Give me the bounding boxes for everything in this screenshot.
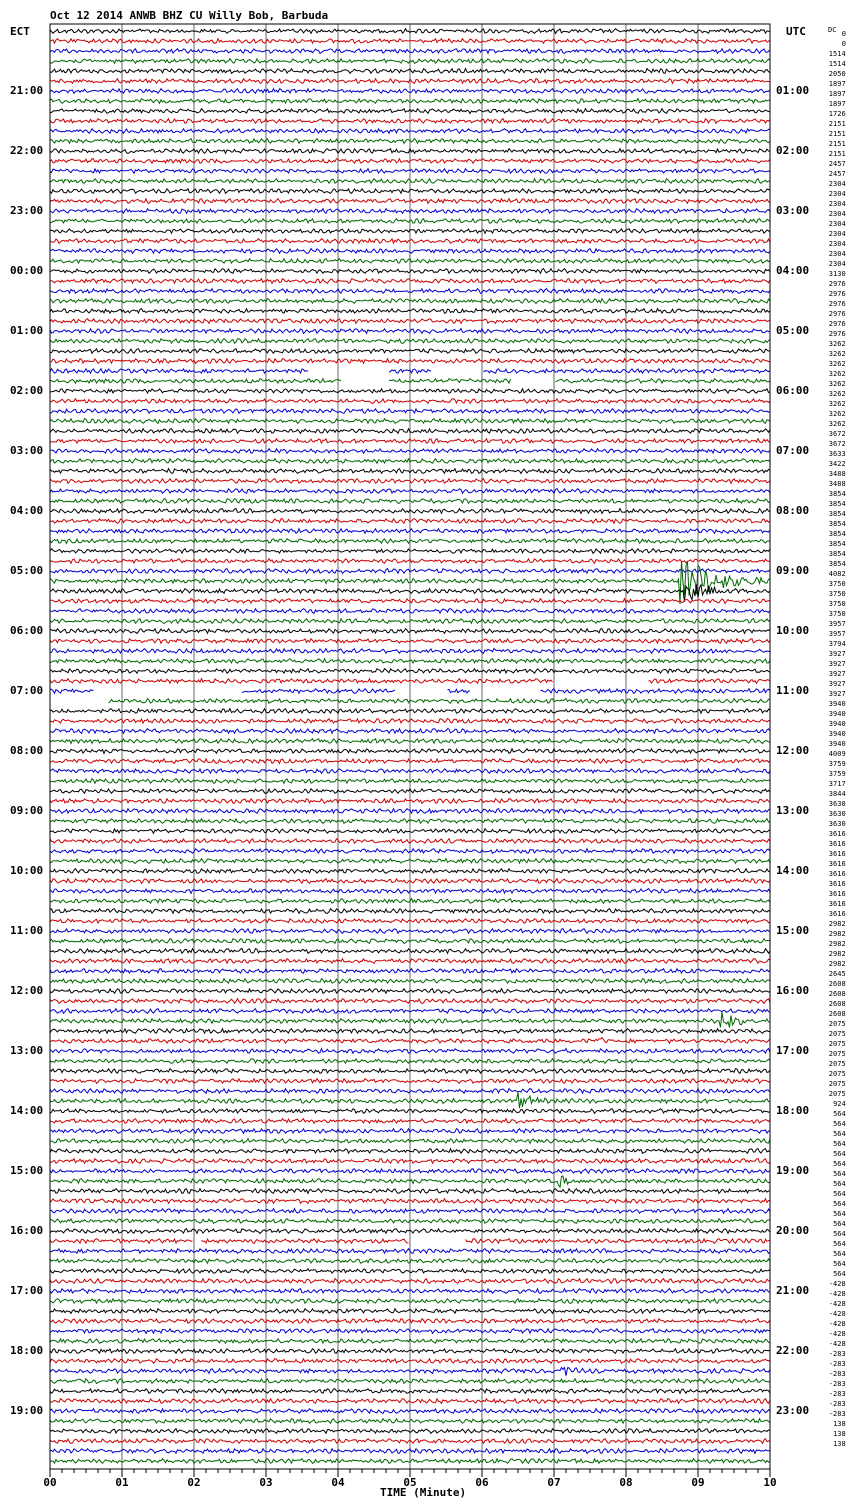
right-hour-label: 07:00 (776, 444, 810, 457)
dc-offset-value: 564 (833, 1130, 846, 1138)
dc-offset-value: 138 (833, 1440, 846, 1448)
dc-offset-value: 2075 (828, 1060, 846, 1068)
right-hour-label: 02:00 (776, 144, 810, 157)
dc-offset-value: 1514 (828, 50, 846, 58)
dc-offset-value: -283 (828, 1350, 846, 1358)
left-hour-label: 04:00 (10, 504, 44, 517)
dc-offset-value: 3940 (828, 700, 846, 708)
dc-offset-value: 3854 (828, 500, 846, 508)
dc-offset-value: 2457 (828, 170, 846, 178)
dc-offset-value: 3940 (828, 720, 846, 728)
dc-offset-value: 3854 (828, 520, 846, 528)
dc-offset-value: 3262 (828, 380, 846, 388)
left-hour-label: 12:00 (10, 984, 44, 997)
right-hour-label: 19:00 (776, 1164, 810, 1177)
dc-offset-value: 3854 (828, 560, 846, 568)
dc-offset-value: 3854 (828, 530, 846, 538)
dc-offset-value: 564 (833, 1250, 846, 1258)
dc-offset-value: 2151 (828, 120, 846, 128)
dc-offset-value: 2608 (828, 1010, 846, 1018)
dc-offset-value: -428 (828, 1290, 846, 1298)
dc-offset-value: 2304 (828, 220, 846, 228)
dc-offset-value: 2075 (828, 1040, 846, 1048)
dc-offset-value: 3794 (828, 640, 846, 648)
dc-offset-value: 3927 (828, 680, 846, 688)
x-axis-label: TIME (Minute) (380, 1486, 467, 1499)
dc-offset-value: 2982 (828, 930, 846, 938)
dc-offset-value: 3422 (828, 460, 846, 468)
dc-offset-value: -283 (828, 1390, 846, 1398)
dc-offset-value: 2976 (828, 310, 846, 318)
dc-offset-value: 564 (833, 1140, 846, 1148)
dc-offset-value: 2982 (828, 950, 846, 958)
x-tick-label: 02 (187, 1476, 201, 1489)
dc-offset-value: -428 (828, 1280, 846, 1288)
x-tick-label: 03 (259, 1476, 273, 1489)
dc-offset-value: 3957 (828, 620, 846, 628)
dc-offset-value: 2645 (828, 970, 846, 978)
dc-offset-value: 3262 (828, 350, 846, 358)
left-hour-label: 10:00 (10, 864, 44, 877)
dc-offset-value: -428 (828, 1330, 846, 1338)
left-hour-label: 07:00 (10, 684, 44, 697)
right-hour-label: 21:00 (776, 1284, 810, 1297)
right-hour-label: 01:00 (776, 84, 810, 97)
dc-offset-value: 2976 (828, 330, 846, 338)
dc-offset-value: 2608 (828, 980, 846, 988)
dc-offset-value: 3717 (828, 780, 846, 788)
left-hour-label: 03:00 (10, 444, 44, 457)
dc-header: DC (828, 26, 837, 34)
dc-offset-value: 2982 (828, 960, 846, 968)
dc-offset-value: 2075 (828, 1050, 846, 1058)
dc-offset-value: 3940 (828, 710, 846, 718)
right-hour-label: 23:00 (776, 1404, 810, 1417)
dc-offset-value: 564 (833, 1160, 846, 1168)
dc-offset-value: 3633 (828, 450, 846, 458)
dc-offset-value: 3759 (828, 770, 846, 778)
right-timezone-label: UTC (786, 25, 806, 38)
dc-offset-value: 3262 (828, 390, 846, 398)
dc-offset-value: 3616 (828, 850, 846, 858)
left-hour-label: 23:00 (10, 204, 44, 217)
dc-offset-value: 2151 (828, 130, 846, 138)
left-hour-label: 17:00 (10, 1284, 44, 1297)
dc-offset-value: -428 (828, 1300, 846, 1308)
x-tick-label: 09 (691, 1476, 705, 1489)
dc-offset-value: 4009 (828, 750, 846, 758)
dc-offset-value: 2151 (828, 150, 846, 158)
left-hour-label: 05:00 (10, 564, 44, 577)
dc-offset-value: 3262 (828, 410, 846, 418)
dc-offset-value: 3616 (828, 840, 846, 848)
left-hour-label: 00:00 (10, 264, 44, 277)
dc-offset-value: -283 (828, 1370, 846, 1378)
dc-offset-value: 3488 (828, 470, 846, 478)
dc-offset-value: 2976 (828, 280, 846, 288)
dc-offset-value: 3630 (828, 800, 846, 808)
left-hour-label: 14:00 (10, 1104, 44, 1117)
left-hour-label: 19:00 (10, 1404, 44, 1417)
dc-offset-value: 3130 (828, 270, 846, 278)
dc-offset-value: 3750 (828, 600, 846, 608)
right-hour-label: 09:00 (776, 564, 810, 577)
dc-offset-value: 3262 (828, 420, 846, 428)
dc-offset-value: 3630 (828, 820, 846, 828)
dc-offset-value: 2608 (828, 1000, 846, 1008)
dc-offset-value: 2075 (828, 1090, 846, 1098)
x-tick-label: 01 (115, 1476, 129, 1489)
x-tick-label: 07 (547, 1476, 561, 1489)
dc-offset-value: 2982 (828, 920, 846, 928)
dc-offset-value: 3616 (828, 870, 846, 878)
dc-offset-value: 3616 (828, 910, 846, 918)
x-tick-label: 08 (619, 1476, 633, 1489)
dc-offset-value: 564 (833, 1190, 846, 1198)
dc-offset-value: 924 (833, 1100, 846, 1108)
left-hour-label: 02:00 (10, 384, 44, 397)
dc-offset-value: 3957 (828, 630, 846, 638)
right-hour-label: 14:00 (776, 864, 810, 877)
dc-offset-value: 2304 (828, 250, 846, 258)
dc-offset-value: 3927 (828, 690, 846, 698)
dc-offset-value: 2982 (828, 940, 846, 948)
dc-offset-value: 3940 (828, 740, 846, 748)
dc-offset-value: 0 (841, 30, 846, 38)
dc-offset-value: 3759 (828, 760, 846, 768)
x-tick-label: 00 (43, 1476, 57, 1489)
dc-offset-value: 3927 (828, 650, 846, 658)
dc-offset-value: 1897 (828, 100, 846, 108)
dc-offset-value: -428 (828, 1310, 846, 1318)
dc-offset-value: 3750 (828, 590, 846, 598)
right-hour-label: 04:00 (776, 264, 810, 277)
dc-offset-value: 3262 (828, 400, 846, 408)
dc-offset-value: 2075 (828, 1030, 846, 1038)
right-hour-label: 16:00 (776, 984, 810, 997)
dc-offset-value: 2304 (828, 260, 846, 268)
left-hour-label: 16:00 (10, 1224, 44, 1237)
x-tick-label: 06 (475, 1476, 489, 1489)
dc-offset-value: 2976 (828, 290, 846, 298)
dc-offset-value: 3750 (828, 580, 846, 588)
dc-offset-value: 1897 (828, 90, 846, 98)
right-hour-label: 08:00 (776, 504, 810, 517)
dc-offset-value: 3672 (828, 440, 846, 448)
dc-offset-value: -283 (828, 1360, 846, 1368)
dc-offset-value: 138 (833, 1430, 846, 1438)
left-hour-label: 21:00 (10, 84, 44, 97)
dc-offset-value: 2304 (828, 190, 846, 198)
dc-offset-value: 3262 (828, 370, 846, 378)
dc-offset-value: 2075 (828, 1080, 846, 1088)
dc-offset-value: 1726 (828, 110, 846, 118)
dc-offset-value: 2304 (828, 240, 846, 248)
right-hour-label: 03:00 (776, 204, 810, 217)
dc-offset-value: -428 (828, 1340, 846, 1348)
dc-offset-value: 2304 (828, 210, 846, 218)
dc-offset-value: 3616 (828, 880, 846, 888)
dc-offset-value: 3854 (828, 510, 846, 518)
trace-line (109, 699, 771, 704)
dc-offset-value: 3488 (828, 480, 846, 488)
dc-offset-value: 564 (833, 1200, 846, 1208)
dc-offset-value: 2050 (828, 70, 846, 78)
dc-offset-value: -283 (828, 1380, 846, 1388)
right-hour-label: 17:00 (776, 1044, 810, 1057)
dc-offset-value: -283 (828, 1410, 846, 1418)
right-hour-label: 22:00 (776, 1344, 810, 1357)
dc-offset-value: 564 (833, 1270, 846, 1278)
x-tick-label: 10 (763, 1476, 777, 1489)
dc-offset-value: 2304 (828, 180, 846, 188)
dc-offset-value: 3854 (828, 540, 846, 548)
dc-offset-value: 3854 (828, 550, 846, 558)
left-hour-label: 11:00 (10, 924, 44, 937)
dc-offset-value: 4082 (828, 570, 846, 578)
dc-offset-value: 2608 (828, 990, 846, 998)
left-hour-label: 15:00 (10, 1164, 44, 1177)
right-hour-label: 10:00 (776, 624, 810, 637)
dc-offset-value: 564 (833, 1110, 846, 1118)
dc-offset-value: 138 (833, 1420, 846, 1428)
dc-offset-value: 3616 (828, 860, 846, 868)
dc-offset-value: 564 (833, 1120, 846, 1128)
dc-offset-value: 564 (833, 1150, 846, 1158)
dc-offset-value: 3940 (828, 730, 846, 738)
dc-offset-value: 3672 (828, 430, 846, 438)
dc-offset-value: 1897 (828, 80, 846, 88)
left-hour-label: 18:00 (10, 1344, 44, 1357)
dc-offset-value: 2151 (828, 140, 846, 148)
dc-offset-value: 3616 (828, 900, 846, 908)
right-hour-label: 20:00 (776, 1224, 810, 1237)
dc-offset-value: 0 (841, 40, 846, 48)
dc-offset-value: 1514 (828, 60, 846, 68)
right-hour-label: 12:00 (776, 744, 810, 757)
chart-title: Oct 12 2014 ANWB BHZ CU Willy Bob, Barbuda (50, 9, 329, 22)
dc-offset-value: 564 (833, 1260, 846, 1268)
left-hour-label: 06:00 (10, 624, 44, 637)
dc-offset-value: 3616 (828, 830, 846, 838)
dc-offset-value: 564 (833, 1230, 846, 1238)
right-hour-label: 15:00 (776, 924, 810, 937)
dc-offset-value: 2457 (828, 160, 846, 168)
dc-offset-value: 3927 (828, 660, 846, 668)
right-hour-label: 18:00 (776, 1104, 810, 1117)
right-hour-label: 06:00 (776, 384, 810, 397)
dc-offset-value: 3616 (828, 890, 846, 898)
right-hour-label: 05:00 (776, 324, 810, 337)
left-hour-label: 01:00 (10, 324, 44, 337)
dc-offset-value: 3630 (828, 810, 846, 818)
dc-offset-value: 3750 (828, 610, 846, 618)
dc-offset-value: 564 (833, 1240, 846, 1248)
dc-offset-value: 2976 (828, 300, 846, 308)
dc-offset-value: 564 (833, 1220, 846, 1228)
dc-offset-value: 2075 (828, 1070, 846, 1078)
right-hour-label: 11:00 (776, 684, 810, 697)
dc-offset-value: 2976 (828, 320, 846, 328)
dc-offset-value: 2304 (828, 230, 846, 238)
dc-offset-value: 564 (833, 1170, 846, 1178)
x-tick-label: 05 (403, 1476, 417, 1489)
x-tick-label: 04 (331, 1476, 345, 1489)
dc-offset-value: 2304 (828, 200, 846, 208)
dc-offset-value: -428 (828, 1320, 846, 1328)
dc-offset-value: 3844 (828, 790, 846, 798)
dc-offset-value: 3262 (828, 340, 846, 348)
left-timezone-label: ECT (10, 25, 30, 38)
dc-offset-value: 3927 (828, 670, 846, 678)
dc-offset-value: 2075 (828, 1020, 846, 1028)
left-hour-label: 09:00 (10, 804, 44, 817)
dc-offset-value: 564 (833, 1180, 846, 1188)
dc-offset-value: 3262 (828, 360, 846, 368)
dc-offset-value: -283 (828, 1400, 846, 1408)
dc-offset-value: 564 (833, 1210, 846, 1218)
left-hour-label: 08:00 (10, 744, 44, 757)
right-hour-label: 13:00 (776, 804, 810, 817)
left-hour-label: 13:00 (10, 1044, 44, 1057)
dc-offset-value: 3854 (828, 490, 846, 498)
left-hour-label: 22:00 (10, 144, 44, 157)
